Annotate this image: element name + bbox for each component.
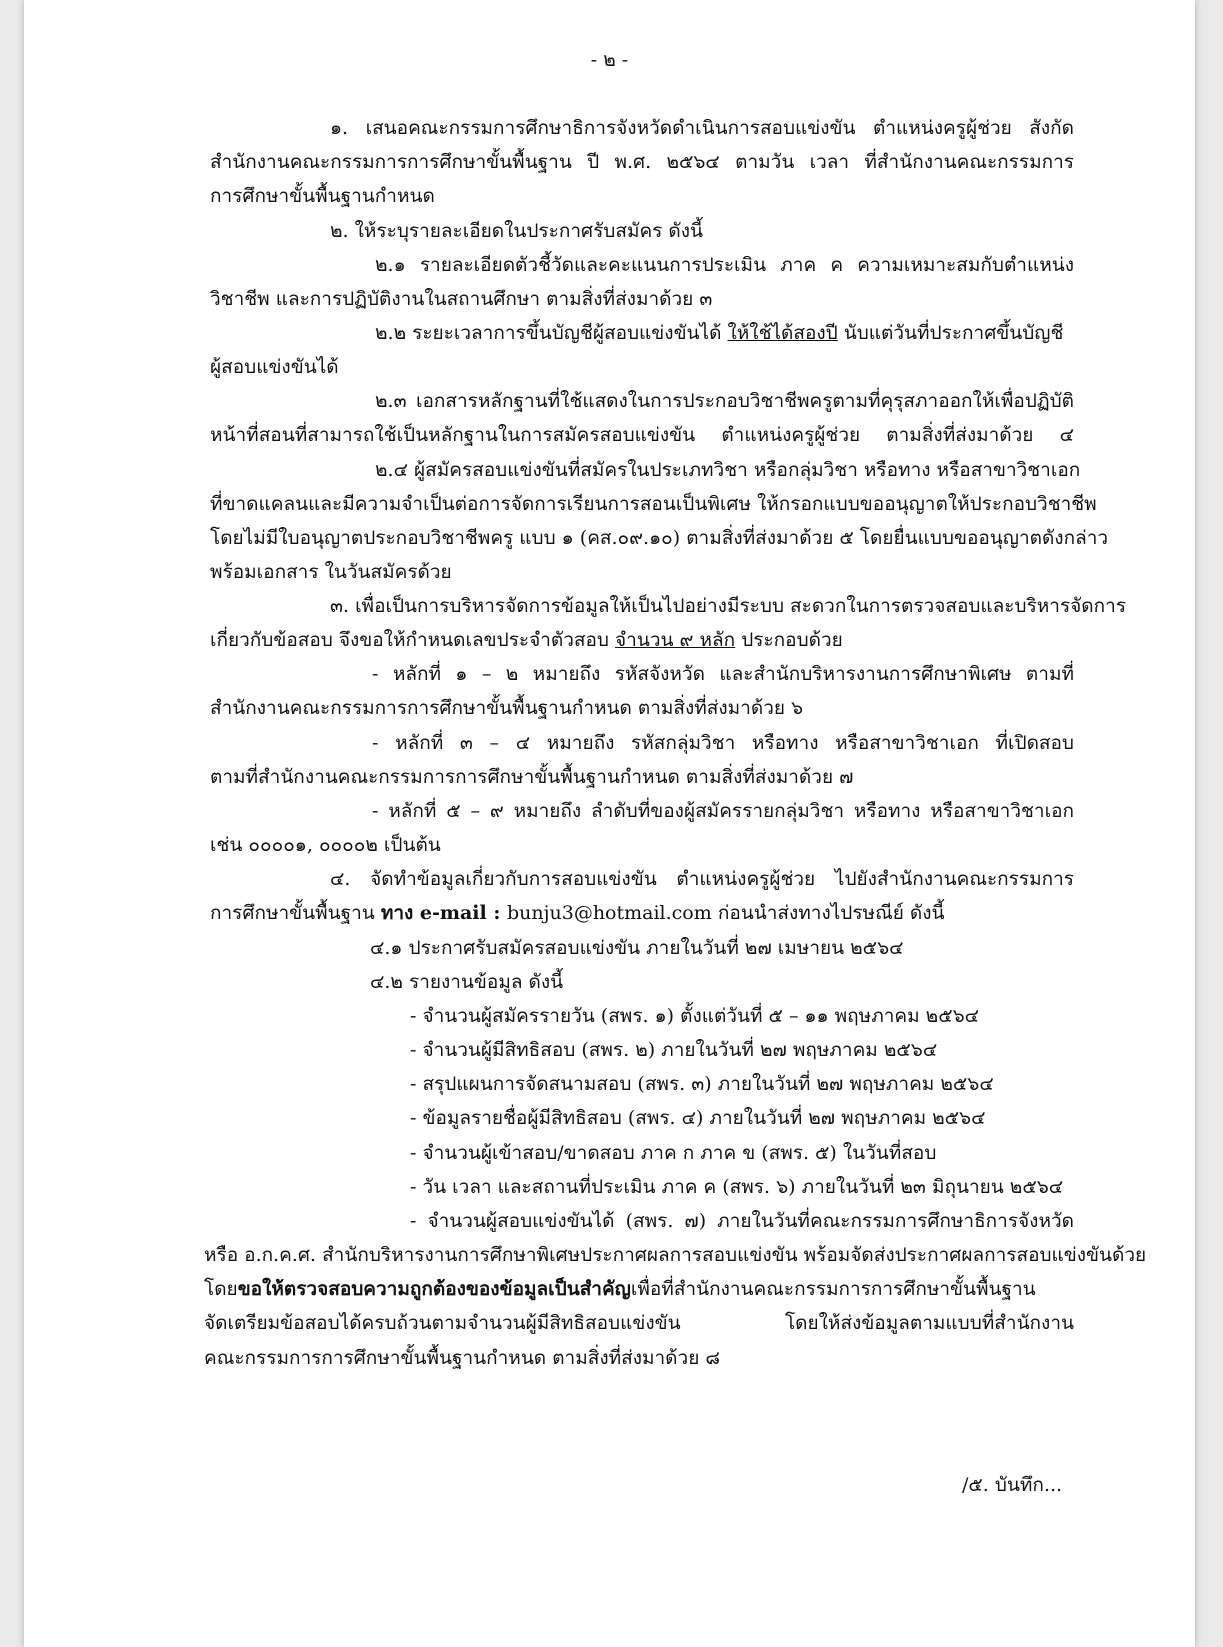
cont-line3: จัดเตรียมข้อสอบได้ครบถ้วนตามจำนวนผู้มีสิทธิสอบแข่งขัน โดยให้ส่งข้อมูลตามแบบที่สำนักงาน	[204, 1312, 1074, 1334]
para4-line2	[210, 898, 944, 928]
digit34-line1: - หลักที่ ๓ – ๔ หมายถึง รหัสกลุ่มวิชา หรือทาง หรือสาขาวิชาเอก ที่เปิดสอบ	[372, 732, 1074, 754]
sub24-line3: โดยไม่มีใบอนุญาตประกอบวิชาชีพครู แบบ ๑ (คส.๐๙.๑๐) ตามสิ่งที่ส่งมาด้วย ๕ โดยยื่นแบบขออนุญาตดังกล่าว	[210, 527, 1109, 549]
continuation-marker: /๕. บันทึก...	[962, 1474, 1063, 1496]
cont-text-b: เพื่อที่สำนักงานคณะกรรมการการศึกษาขั้นพื้นฐาน	[630, 1278, 1036, 1300]
digit59-line1: - หลักที่ ๕ – ๙ หมายถึง ลำดับที่ของผู้สมัครรายกลุ่มวิชา หรือทาง หรือสาขาวิชาเอก	[372, 800, 1074, 822]
digit12-line1: - หลักที่ ๑ – ๒ หมายถึง รหัสจังหวัด และสำนักบริหารงานการศึกษาพิเศษ ตามที่	[372, 663, 1074, 685]
digit34-line2: ตามที่สำนักงานคณะกรรมการการศึกษาขั้นพื้นฐานกำหนด ตามสิ่งที่ส่งมาด้วย ๗	[210, 766, 854, 788]
sub24-line4: พร้อมเอกสาร ในวันสมัครด้วย	[210, 561, 452, 583]
report-item-1: - จำนวนผู้สมัครรายวัน (สพร. ๑) ตั้งแต่วันที่ ๕ – ๑๑ พฤษภาคม ๒๕๖๔	[410, 1005, 980, 1027]
para1-line2: สำนักงานคณะกรรมการการศึกษาขั้นพื้นฐาน ปี พ.ศ. ๒๕๖๔ ตามวัน เวลา ที่สำนักงานคณะกรรมการ	[210, 151, 1074, 173]
para1-line3: การศึกษาขั้นพื้นฐานกำหนด	[210, 185, 435, 207]
report-item-6: - วัน เวลา และสถานที่ประเมิน ภาค ค (สพร. ๖) ภายในวันที่ ๒๓ มิถุนายน ๒๕๖๔	[410, 1176, 1064, 1198]
sub22-line1	[375, 318, 1063, 348]
sub21-line1: ๒.๑ รายละเอียดตัวชี้วัดและคะแนนการประเมิน ภาค ค ความเหมาะสมกับตำแหน่ง	[375, 254, 1074, 276]
para4-line1: ๔. จัดทำข้อมูลเกี่ยวกับการสอบแข่งขัน ตำแหน่งครูผู้ช่วย ไปยังสำนักงานคณะกรรมการ	[330, 868, 1074, 890]
report-item-3: - สรุปแผนการจัดสนามสอบ (สพร. ๓) ภายในวันที่ ๒๗ พฤษภาคม ๒๕๖๔	[410, 1073, 994, 1095]
para3-line1: ๓. เพื่อเป็นการบริหารจัดการข้อมูลให้เป็นไปอย่างมีระบบ สะดวกในการตรวจสอบและบริหารจัดการ	[330, 595, 1127, 617]
para3-line2	[210, 625, 843, 655]
report-item-2: - จำนวนผู้มีสิทธิสอบ (สพร. ๒) ภายในวันที่ ๒๗ พฤษภาคม ๒๕๖๔	[410, 1039, 938, 1061]
cont-line1: หรือ อ.ก.ค.ศ. สำนักบริหารงานการศึกษาพิเศษประกาศผลการสอบแข่งขัน พร้อมจัดส่งประกาศผลการสอบแข่งขันด้วย	[204, 1244, 1147, 1266]
sub22-underlined-period: ให้ใช้ได้สองปี	[727, 322, 838, 344]
sub22-text-b: นับแต่วันที่ประกาศขึ้นบัญชี	[837, 322, 1064, 344]
sub24-line1: ๒.๔ ผู้สมัครสอบแข่งขันที่สมัครในประเภทวิชา หรือกลุ่มวิชา หรือทาง หรือสาขาวิชาเอก	[375, 459, 1081, 481]
digit59-line2: เช่น ๐๐๐๐๑, ๐๐๐๐๒ เป็นต้น	[210, 834, 441, 856]
para4-email-label: ทาง e-mail :	[380, 902, 507, 924]
page-number: - ๒ -	[590, 49, 629, 71]
para3-text-a: เกี่ยวกับข้อสอบ จึงขอให้กำหนดเลขประจำตัวสอบ	[210, 629, 616, 651]
sub22-text-a: ๒.๒ ระยะเวลาการขึ้นบัญชีผู้สอบแข่งขันได้	[375, 322, 728, 344]
digit12-line2: สำนักงานคณะกรรมการการศึกษาขั้นพื้นฐานกำหนด ตามสิ่งที่ส่งมาด้วย ๖	[210, 697, 804, 719]
cont-bold-emphasis: ขอให้ตรวจสอบความถูกต้องของข้อมูลเป็นสำคัญ	[237, 1278, 631, 1300]
sub23-line2: หน้าที่สอนที่สามารถใช้เป็นหลักฐานในการสมัครสอบแข่งขัน ตำแหน่งครูผู้ช่วย ตามสิ่งที่ส่งมาด้วย ๔	[210, 424, 1074, 446]
document-page	[24, 0, 1195, 1647]
cont-line4: คณะกรรมการการศึกษาขั้นพื้นฐานกำหนด ตามสิ่งที่ส่งมาด้วย ๘	[204, 1347, 721, 1369]
sub42: ๔.๒ รายงานข้อมูล ดังนี้	[370, 971, 564, 993]
para4-text-a: การศึกษาขั้นพื้นฐาน	[210, 902, 381, 924]
report-item-5: - จำนวนผู้เข้าสอบ/ขาดสอบ ภาค ก ภาค ข (สพร. ๕) ในวันที่สอบ	[410, 1142, 937, 1164]
report-item-7: - จำนวนผู้สอบแข่งขันได้ (สพร. ๗) ภายในวันที่คณะกรรมการศึกษาธิการจังหวัด	[410, 1210, 1074, 1232]
para3-underlined-digits: จำนวน ๙ หลัก	[615, 629, 736, 651]
sub22-line2: ผู้สอบแข่งขันได้	[210, 356, 339, 378]
para4-text-b: ก่อนนำส่งทางไปรษณีย์ ดังนี้	[711, 902, 945, 924]
sub41: ๔.๑ ประกาศรับสมัครสอบแข่งขัน ภายในวันที่ ๒๗ เมษายน ๒๕๖๔	[370, 937, 904, 959]
para3-text-b: ประกอบด้วย	[735, 629, 843, 651]
para1-line1: ๑. เสนอคณะกรรมการศึกษาธิการจังหวัดดำเนินการสอบแข่งขัน ตำแหน่งครูผู้ช่วย สังกัด	[330, 117, 1074, 139]
cont-text-a: โดย	[204, 1278, 238, 1300]
report-item-4: - ข้อมูลรายชื่อผู้มีสิทธิสอบ (สพร. ๔) ภายในวันที่ ๒๗ พฤษภาคม ๒๕๖๔	[410, 1107, 986, 1129]
para2-line1: ๒. ให้ระบุรายละเอียดในประกาศรับสมัคร ดังนี้	[330, 220, 704, 242]
sub21-line2: วิชาชีพ และการปฏิบัติงานในสถานศึกษา ตามสิ่งที่ส่งมาด้วย ๓	[210, 288, 713, 310]
sub23-line1: ๒.๓ เอกสารหลักฐานที่ใช้แสดงในการประกอบวิชาชีพครูตามที่คุรุสภาออกให้เพื่อปฏิบัติ	[375, 390, 1074, 412]
cont-line2	[204, 1274, 1074, 1304]
sub24-line2: ที่ขาดแคลนและมีความจำเป็นต่อการจัดการเรียนการสอนเป็นพิเศษ ให้กรอกแบบขออนุญาตให้ประกอบวิชาชีพ	[210, 493, 1097, 515]
para4-email: bunju3@hotmail.com	[506, 902, 712, 924]
